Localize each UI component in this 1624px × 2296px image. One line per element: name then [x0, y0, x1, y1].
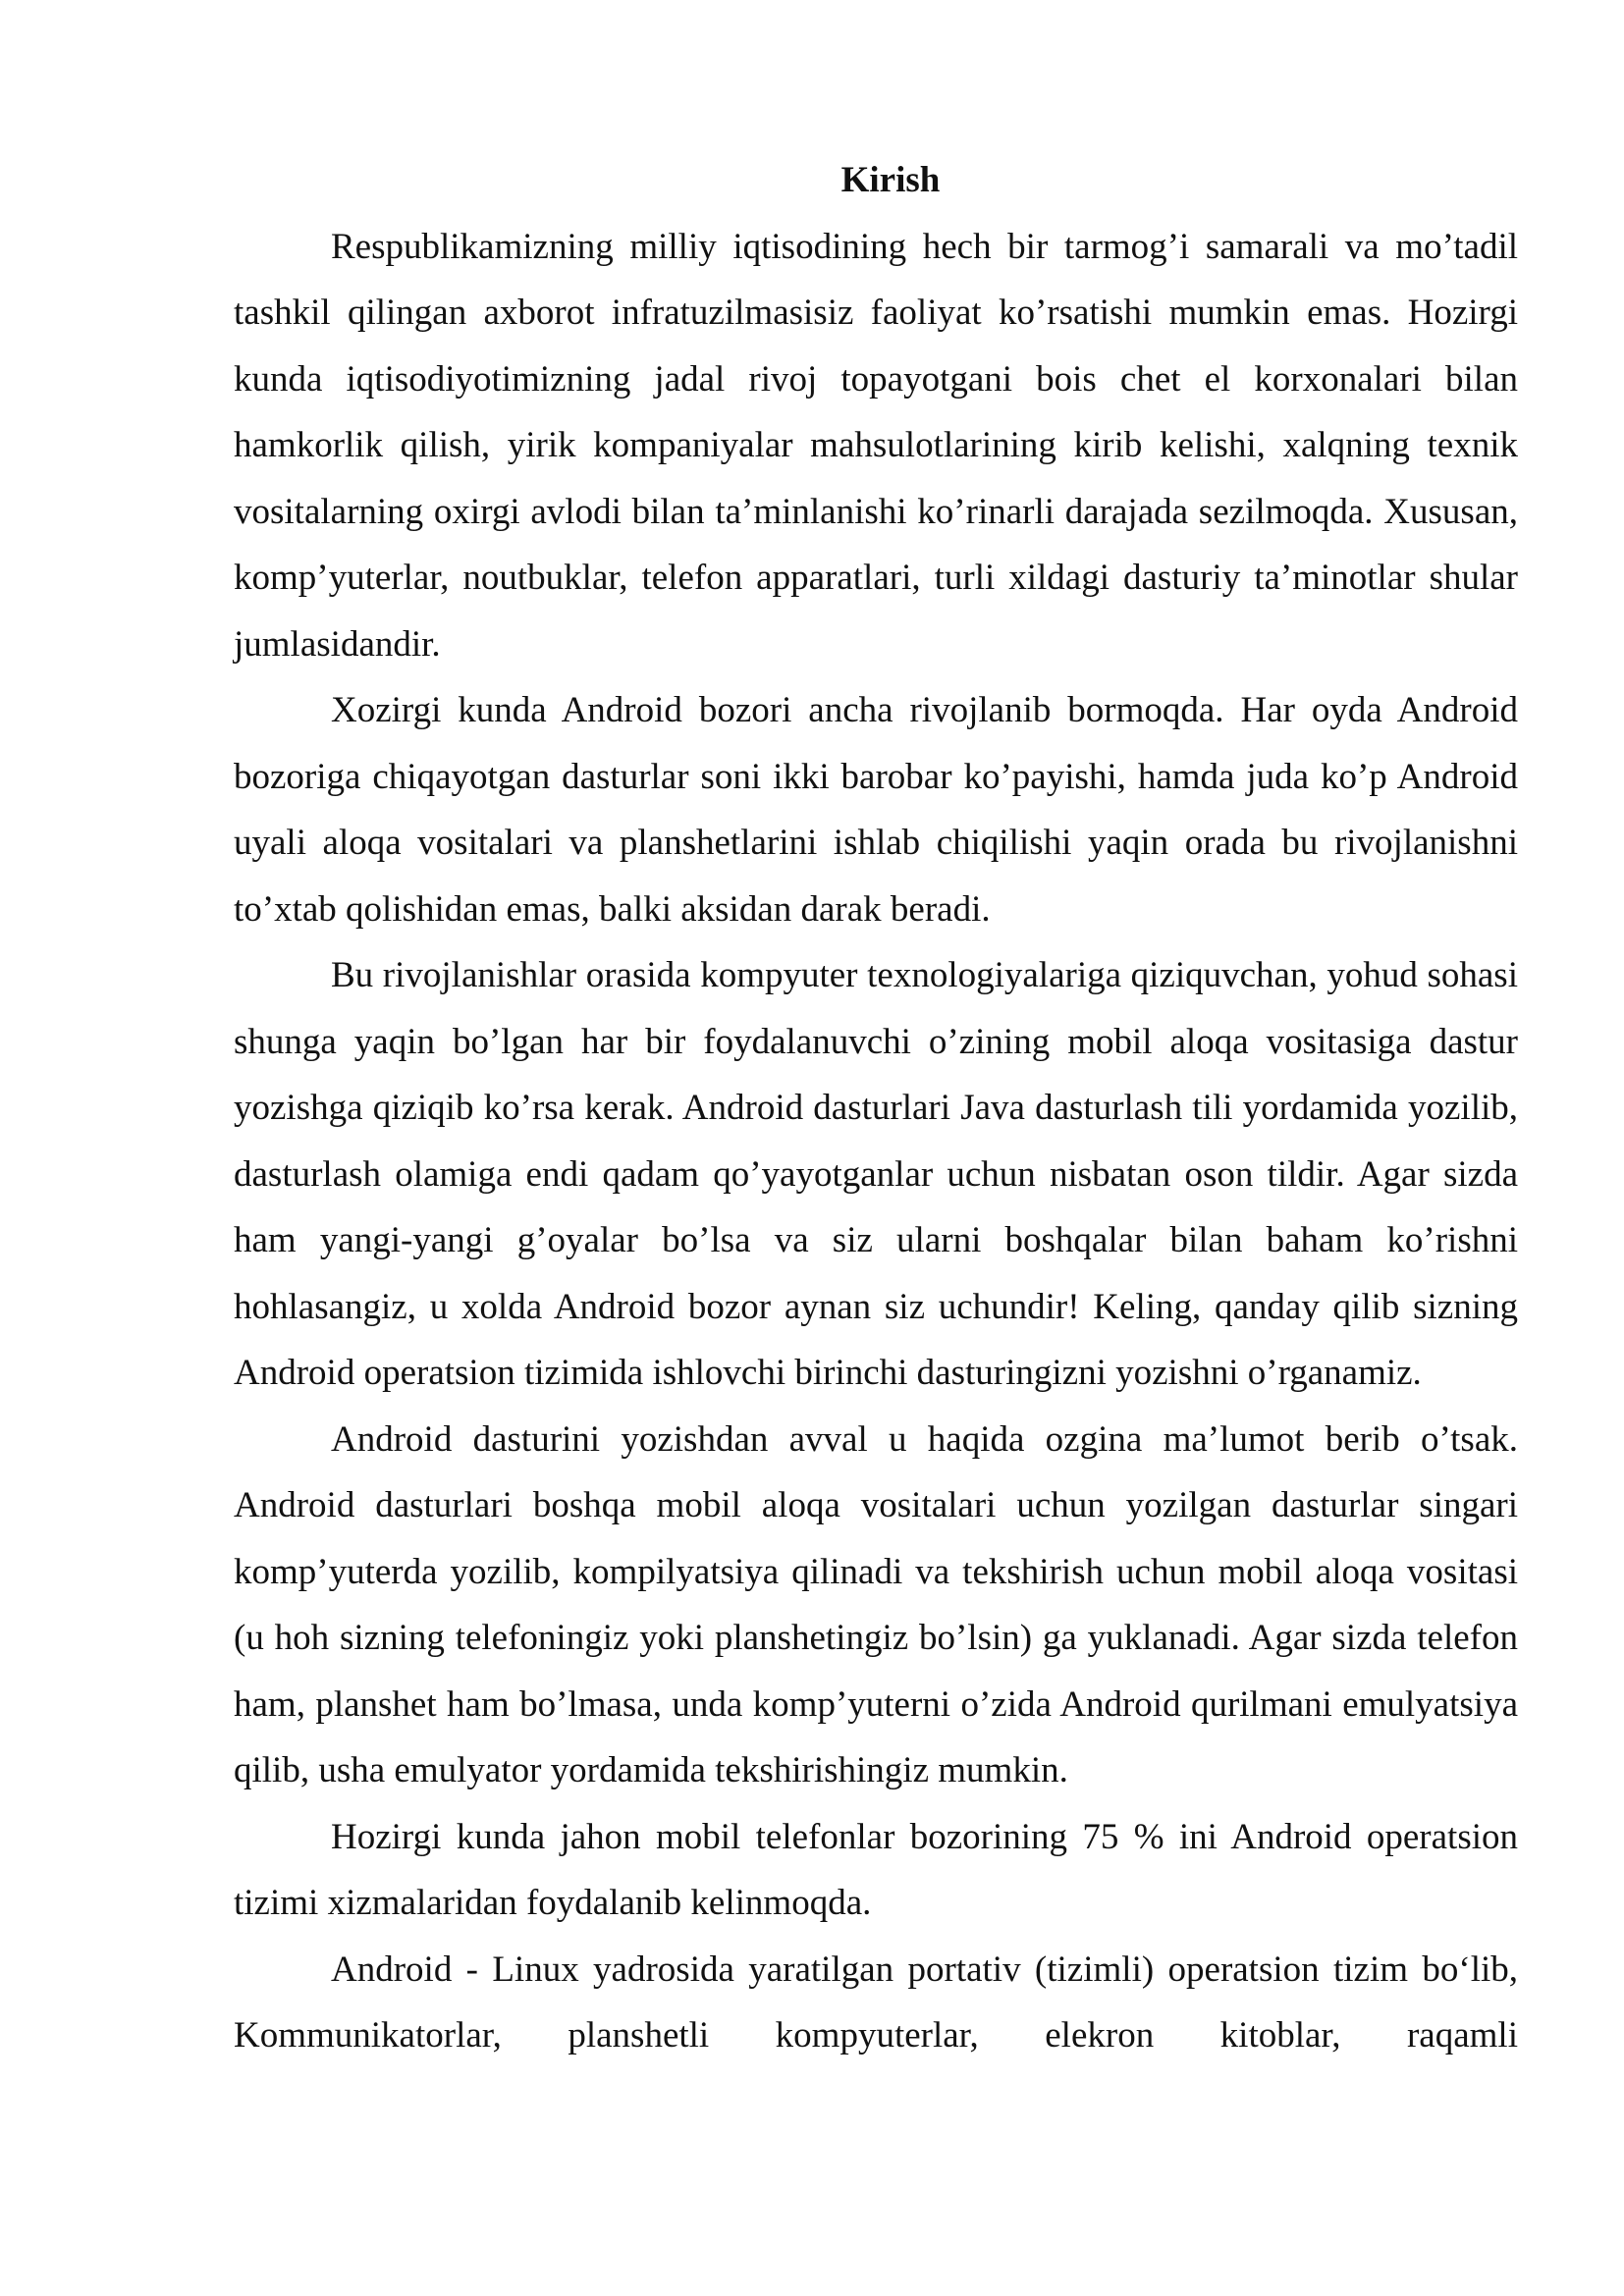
document-body	[234, 147, 1518, 2069]
paragraph: Bu rivojlanishlar orasida kompyuter texnologiyalariga qiziquvchan, yohud sohasi shunga yaqin bo’lgan har bir foydalanuvchi o’zining mobil aloqa vositasiga dastur yozishga qiziqib ko’rsa kerak. Android dasturlari Java dasturlash tili yordamida yozilib, dasturlash olamiga endi qadam qo’yayotganlar uchun nisbatan oson tildir. Agar sizda ham yangi-yangi g’oyalar bo’lsa va siz ularni boshqalar bilan baham ko’rishni hohlasangiz, u xolda Android bozor aynan siz uchundir! Keling, qanday qilib sizning Android operatsion tizimida ishlovchi birinchi dasturingizni yozishni o’rganamiz.	[234, 955, 1518, 1393]
document-title: Kirish	[840, 160, 941, 200]
paragraph: Respublikamizning milliy iqtisodining hech bir tarmog’i samarali va mo’tadil tashkil qilingan axborot infratuzilmasisiz faoliyat ko’rsatishi mumkin emas. Hozirgi kunda iqtisodiyotimizning jadal rivoj topayotgani bois chet el korxonalari bilan hamkorlik qilish, yirik kompaniyalar mahsulotlarining kirib kelishi, xalqning texnik vositalarning oxirgi avlodi bilan ta’minlanishi ko’rinarli darajada sezilmoqda. Xususan, komp’yuterlar, noutbuklar, telefon apparatlari, turli xildagi dasturiy ta’minotlar shular jumlasidandir.	[234, 226, 1518, 665]
paragraph: Hozirgi kunda jahon mobil telefonlar bozorining 75 % ini Android operatsion tizimi xizmalaridan foydalanib kelinmoqda.	[234, 1816, 1518, 1923]
paragraph-continued: Android - Linux yadrosida yaratilgan portativ (tizimli) operatsion tizim bo‘lib, Kommunikatorlar, planshetli kompyuterlar, elekron kitoblar, raqamli	[234, 1949, 1518, 2056]
paragraph: Android dasturini yozishdan avval u haqida ozgina ma’lumot berib o’tsak. Android dasturlari boshqa mobil aloqa vositalari uchun yozilgan dasturlar singari komp’yuterda yozilib, kompilyatsiya qilinadi va tekshirish uchun mobil aloqa vositasi (u hoh sizning telefoningiz yoki planshetingiz bo’lsin) ga yuklanadi. Agar sizda telefon ham, planshet ham bo’lmasa, unda komp’yuterni o’zida Android qurilmani emulyatsiya qilib, usha emulyator yordamida tekshirishingiz mumkin.	[234, 1418, 1518, 1790]
paragraph: Xozirgi kunda Android bozori ancha rivojlanib bormoqda. Har oyda Android bozoriga chiqayotgan dasturlar soni ikki barobar ko’payishi, hamda juda ko’p Android uyali aloqa vositalari va planshetlarini ishlab chiqilishi yaqin orada bu rivojlanishni to’xtab qolishidan emas, balki aksidan darak beradi.	[234, 690, 1518, 930]
